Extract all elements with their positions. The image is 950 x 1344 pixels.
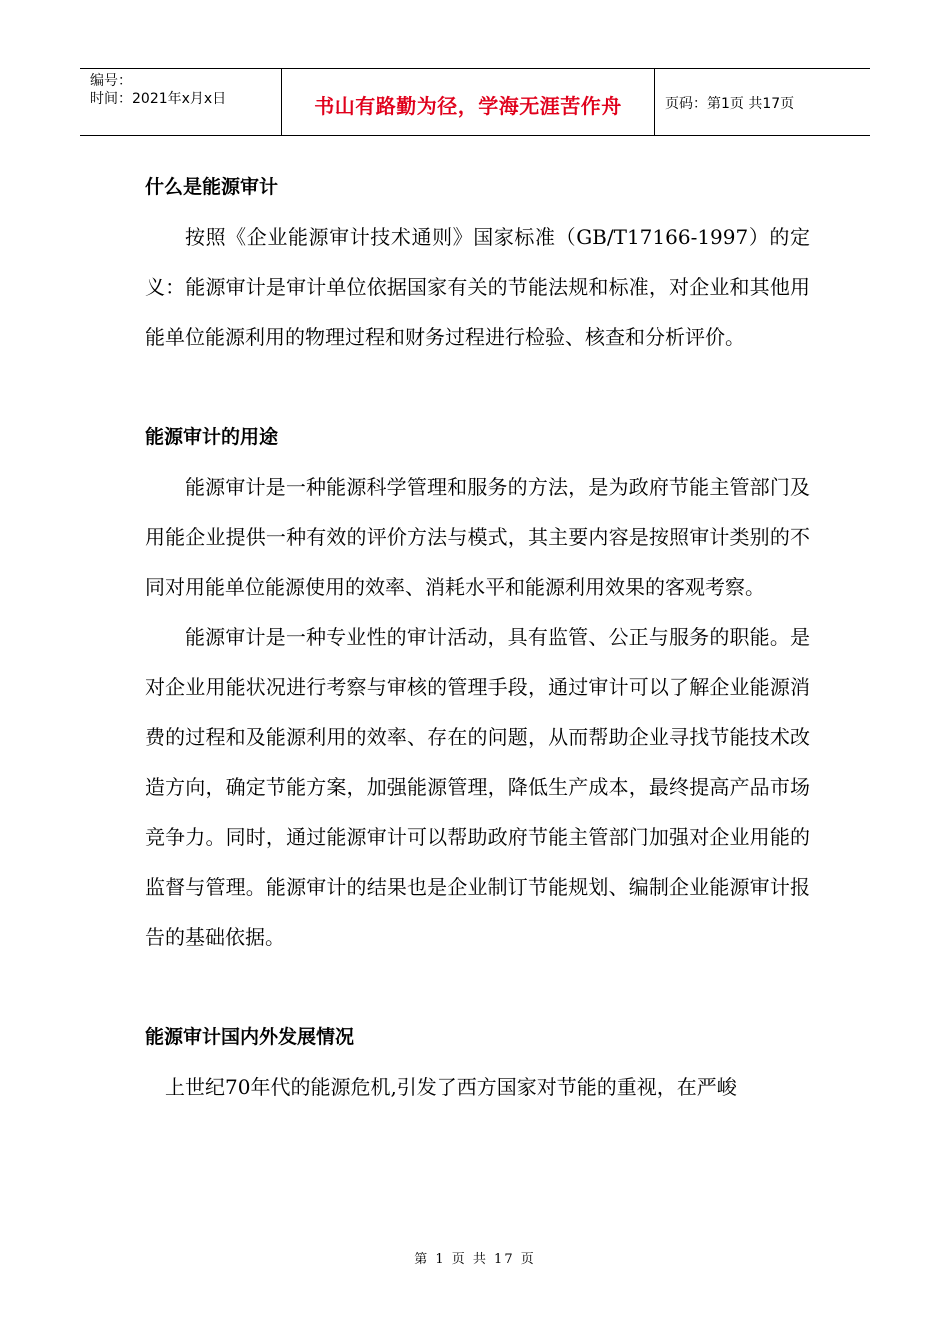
header-meta-cell (80, 69, 282, 135)
spacer (145, 962, 810, 1012)
document-body (145, 162, 810, 1112)
section-paragraph: 能源审计是一种专业性的审计活动，具有监管、公正与服务的职能。是对企业用能状况进行考察与审核的管理手段，通过审计可以了解企业能源消费的过程和及能源利用的效率、存在的问题，从而帮助企业寻找节能技术改造方向，确定节能方案，加强能源管理，降低生产成本，最终提高产品市场竞争力。同时，通过能源审计可以帮助政府节能主管部门加强对企业用能的监督与管理。能源审计的结果也是企业制订节能规划、编制企业能源审计报告的基础依据。 (145, 625, 810, 949)
header-motto-cell (282, 69, 655, 135)
section-heading-development: 能源审计国内外发展情况 (145, 1026, 355, 1048)
number-label: 编号： (90, 73, 132, 89)
date-label: 时间：2021年x月x日 (90, 91, 227, 107)
page-footer: 第 1 页 共 17 页 (414, 1252, 536, 1267)
header-page-cell (655, 69, 870, 135)
section-paragraph: 能源审计是一种能源科学管理和服务的方法，是为政府节能主管部门及用能企业提供一种有效的评价方法与模式，其主要内容是按照审计类别的不同对用能单位能源使用的效率、消耗水平和能源利用效果的客观考察。 (145, 475, 810, 599)
page-info: 页码：第1页 共17页 (665, 96, 795, 112)
spacer (145, 362, 810, 412)
section-paragraph: 按照《企业能源审计技术通则》国家标准（GB/T17166-1997）的定义：能源审计是审计单位依据国家有关的节能法规和标准，对企业和其他用能单位能源利用的物理过程和财务过程进行检验、核查和分析评价。 (145, 225, 810, 349)
section-heading-what-is: 什么是能源审计 (145, 176, 279, 198)
section-paragraph: 上世纪70年代的能源危机,引发了西方国家对节能的重视，在严峻 (165, 1075, 737, 1099)
motto-text: 书山有路勤为径，学海无涯苦作舟 (314, 93, 622, 118)
document-header (80, 68, 870, 136)
section-heading-usage: 能源审计的用途 (145, 426, 279, 448)
